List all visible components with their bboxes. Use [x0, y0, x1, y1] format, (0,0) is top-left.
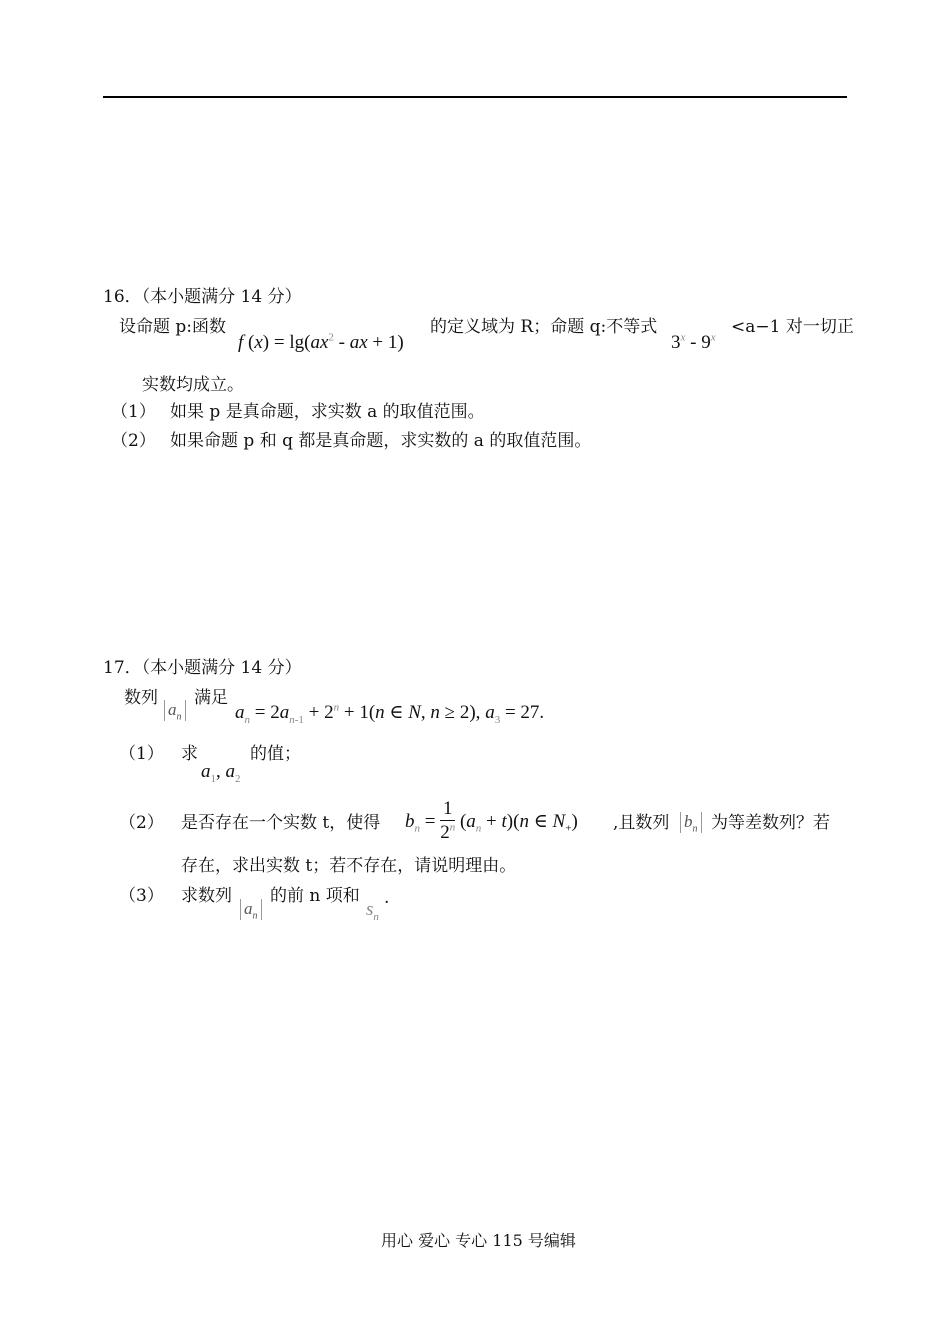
q17-part2-continuation: 存在，求出实数 t；若不存在，请说明理由。	[181, 856, 517, 876]
q17-sequence-an: $a_n$	[164, 700, 186, 721]
q17-part3-mid: 的前 n 项和	[270, 886, 360, 906]
q17-part3-sequence-an: $a_n$	[240, 899, 262, 920]
q16-domain-text: 的定义域为 R；命题 q:不等式	[430, 317, 658, 337]
q17-header: 17．（本小题满分 14 分）	[103, 658, 302, 678]
q16-continuation: 实数均成立。	[142, 375, 244, 395]
q17-intro: 数列	[124, 688, 158, 708]
q17-part2-formula: $b_n$ = $\frac{1}{2^n}$ $(a_n + t)(n$ ∈ $N_+$)	[405, 798, 578, 843]
q17-part2-post: 为等差数列？若	[711, 813, 830, 833]
q16-tail: <a−1 对一切正	[731, 317, 854, 337]
q17-recurrence-formula: $a_n = 2a_{n-1} + 2^n + 1(n$ ∈ N, n ≥ 2), $a_3 = 27$.	[235, 701, 545, 726]
q16-intro: 设命题 p:函数	[119, 317, 227, 337]
q17-part3-sum-symbol: $s_n$	[366, 899, 379, 923]
q17-part3-pre: 求数列	[181, 886, 232, 906]
q17-part1-post: 的值；	[250, 744, 301, 764]
q16-header: 16．（本小题满分 14 分）	[103, 287, 302, 307]
q17-intro2: 满足	[194, 688, 228, 708]
q17-part1-formula: $a_1$, $a_2$	[201, 761, 241, 785]
q17-part2-pre: 是否存在一个实数 t，使得	[181, 813, 381, 833]
q17-sequence-bn: $b_n$	[680, 812, 702, 833]
q16-part2-text: 如果命题 p 和 q 都是真命题，求实数的 a 的取值范围。	[170, 431, 592, 451]
q17-part1-label: （1）	[119, 744, 164, 764]
q16-inequality-formula: 3$^x$ - 9$^x$	[671, 331, 716, 353]
q16-part1-text: 如果 p 是真命题，求实数 a 的取值范围。	[170, 402, 485, 422]
q17-part2-label: （2）	[119, 813, 164, 833]
q16-part2-label: （2）	[111, 431, 156, 451]
q17-part3-label: （3）	[119, 886, 164, 906]
page-footer: 用心 爱心 专心 115 号编辑	[381, 1231, 576, 1250]
q17-part3-post: .	[384, 888, 390, 908]
q17-part1-pre: 求	[181, 744, 198, 764]
q17-part2-mid: ,且数列	[613, 813, 670, 833]
q16-function-formula: f $(x) = \lg(ax^2$ - ax + 1)	[238, 331, 404, 353]
header-rule	[103, 96, 847, 98]
q16-part1-label: （1）	[111, 402, 156, 422]
